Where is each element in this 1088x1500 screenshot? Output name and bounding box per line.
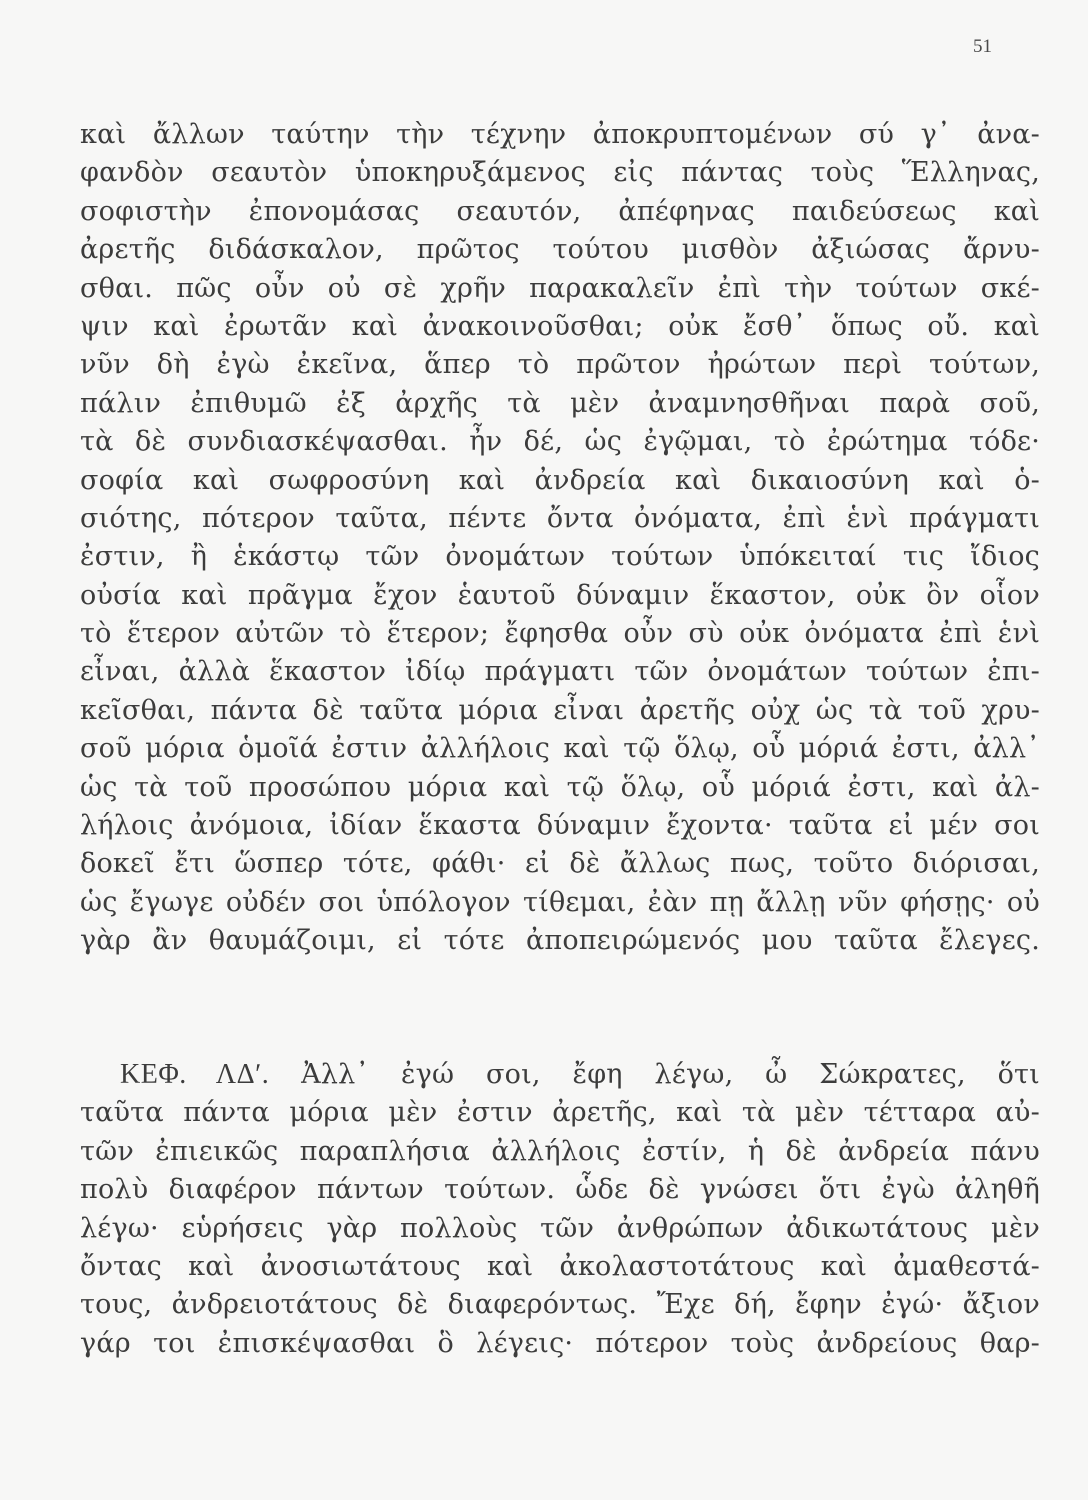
chapter-heading: ΚΕΦ. ΛΔʹ. xyxy=(120,1059,270,1090)
text-line: καὶ ἄλλων ταύτην τὴν τέχνην ἀποκρυπτομένων σύ γ᾽ ἀνα- xyxy=(80,119,1040,150)
text-line: τῶν ἐπιεικῶς παραπλήσια ἀλλήλοις ἐστίν, ἡ δὲ ἀνδρεία πάνυ xyxy=(80,1135,1040,1167)
text-line: ὡς τὰ τοῦ προσώπου μόρια καὶ τῷ ὅλῳ, οὗ μόριά ἐστι, καὶ ἀλ- xyxy=(80,771,1040,803)
text-line: ὡς ἔγωγε οὐδέν σοι ὑπόλογον τίθεμαι, ἐὰν πῃ ἄλλῃ νῦν φήσῃς· οὐ xyxy=(80,886,1040,918)
text-line: ἐστιν, ἢ ἑκάστῳ τῶν ὀνομάτων τούτων ὑπόκειταί τις ἴδιος xyxy=(80,541,1040,573)
chapter-first-line xyxy=(80,1056,1040,1094)
text-line: κεῖσθαι, πάντα δὲ ταῦτα μόρια εἶναι ἀρετῆς οὐχ ὡς τὰ τοῦ χρυ- xyxy=(80,694,1040,726)
text-line: τους, ἀνδρειοτάτους δὲ διαφερόντως. Ἔχε δή, ἔφην ἐγώ· ἄξιον xyxy=(80,1289,1040,1321)
text-line: πάλιν ἐπιθυμῶ ἐξ ἀρχῆς τὰ μὲν ἀναμνησθῆναι παρὰ σοῦ, xyxy=(80,387,1040,419)
text-line: σοῦ μόρια ὁμοῖά ἐστιν ἀλλήλοις καὶ τῷ ὅλῳ, οὗ μόριά ἐστι, ἀλλ᾽ xyxy=(80,733,1040,765)
text-line: γάρ τοι ἐπισκέψασθαι ὃ λέγεις· πότερον τοὺς ἀνδρείους θαρ- xyxy=(80,1327,1040,1359)
text-line: ψιν καὶ ἐρωτᾶν καὶ ἀνακοινοῦσθαι; οὐκ ἔσθ᾽ ὅπως οὔ. καὶ xyxy=(80,310,1040,342)
text-line: λέγω· εὑρήσεις γὰρ πολλοὺς τῶν ἀνθρώπων ἀδικωτάτους μὲν xyxy=(80,1212,1040,1244)
text-line: πολὺ διαφέρον πάντων τούτων. ὧδε δὲ γνώσει ὅτι ἐγὼ ἀληθῆ xyxy=(80,1174,1040,1206)
text-line: νῦν δὴ ἐγὼ ἐκεῖνα, ἅπερ τὸ πρῶτον ἠρώτων περὶ τούτων, xyxy=(80,349,1040,381)
text-line: τὰ δὲ συνδιασκέψασθαι. ἦν δέ, ὡς ἐγῷμαι, τὸ ἐρώτημα τόδε· xyxy=(80,426,1040,458)
text-line: δοκεῖ ἔτι ὥσπερ τότε, φάθι· εἰ δὲ ἄλλως πως, τοῦτο διόρισαι, xyxy=(80,848,1040,880)
text-line: σιότης, πότερον ταῦτα, πέντε ὄντα ὀνόματα, ἐπὶ ἑνὶ πράγματι xyxy=(80,502,1040,534)
chapter-first-line-text: Ἀλλ᾽ ἐγώ σοι, ἔφη λέγω, ὦ Σώκρατες, ὅτι xyxy=(301,1059,1040,1090)
paragraph-1 xyxy=(80,116,1040,961)
text-line: γὰρ ἂν θαυμάζοιμι, εἰ τότε ἀποπειρώμενός μου ταῦτα ἔλεγες. xyxy=(80,925,1040,957)
text-line: σθαι. πῶς οὖν οὐ σὲ χρῆν παρακαλεῖν ἐπὶ τὴν τούτων σκέ- xyxy=(80,272,1040,304)
page-number: 51 xyxy=(973,36,992,57)
text-line: οὐσία καὶ πρᾶγμα ἔχον ἑαυτοῦ δύναμιν ἕκαστον, οὐκ ὂν οἷον xyxy=(80,579,1040,611)
text-line: σοφιστὴν ἐπονομάσας σεαυτόν, ἀπέφηνας παιδεύσεως καὶ xyxy=(80,195,1040,227)
text-line: φανδὸν σεαυτὸν ὑποκηρυξάμενος εἰς πάντας τοὺς Ἕλληνας, xyxy=(80,157,1040,189)
text-line: ὄντας καὶ ἀνοσιωτάτους καὶ ἀκολαστοτάτους καὶ ἀμαθεστά- xyxy=(80,1250,1040,1282)
text-line: σοφία καὶ σωφροσύνη καὶ ἀνδρεία καὶ δικαιοσύνη καὶ ὁ- xyxy=(80,464,1040,496)
text-line: ἀρετῆς διδάσκαλον, πρῶτος τούτου μισθὸν ἀξιώσας ἄρνυ- xyxy=(80,234,1040,266)
text-line: λήλοις ἀνόμοια, ἰδίαν ἕκαστα δύναμιν ἔχοντα· ταῦτα εἰ μέν σοι xyxy=(80,810,1040,842)
text-line: εἶναι, ἀλλὰ ἕκαστον ἰδίῳ πράγματι τῶν ὀνομάτων τούτων ἐπι- xyxy=(80,656,1040,688)
text-line: ταῦτα πάντα μόρια μὲν ἐστιν ἀρετῆς, καὶ τὰ μὲν τέτταρα αὐ- xyxy=(80,1097,1040,1129)
paragraph-2 xyxy=(80,1056,1040,1363)
text-line: τὸ ἕτερον αὐτῶν τὸ ἕτερον; ἔφησθα οὖν σὺ οὐκ ὀνόματα ἐπὶ ἑνὶ xyxy=(80,618,1040,650)
